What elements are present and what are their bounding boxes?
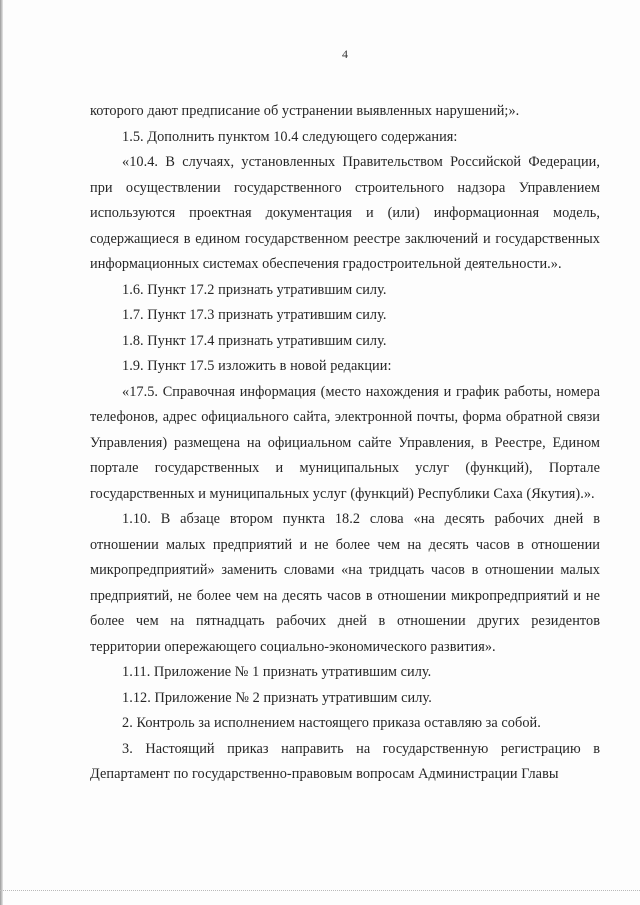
- scan-bottom-edge: [0, 890, 640, 892]
- paragraph-continuation: которого дают предписание об устранении выявленных нарушений;».: [90, 103, 520, 119]
- paragraph-item-1-10: 1.10. В абзаце втором пункта 18.2 слова «на десять рабочих дней в отношении малых предприятий и не более чем на десять часов в отношении микропредприятий» заменить словами «на тридцать часов в отношении малых предприятий, не более чем на десять часов в отношении микропредприятий и не более чем на пятнадцать рабочих дней в отношении других резидентов территории опережающего социально-экономического развития».: [90, 511, 600, 655]
- paragraph-item-3: 3. Настоящий приказ направить на государственную регистрацию в Департамент по государственно-правовым вопросам Администрации Главы: [90, 740, 600, 782]
- paragraph-item-1-7: 1.7. Пункт 17.3 признать утратившим силу.: [122, 307, 387, 323]
- paragraph-quote-17-5: «17.5. Справочная информация (место нахождения и график работы, номера телефонов, адрес официального сайта, электронной почты, форма обратной связи Управления) размещена на официальном сайте Управления, в Реестре, Едином портале государственных и муниципальных услуг (функций), Портале государственных и муниципальных услуг (функций) Республики Саха (Якутия).».: [90, 383, 600, 502]
- paragraph-item-1-8: 1.8. Пункт 17.4 признать утратившим силу.: [122, 332, 387, 349]
- paragraph-item-1-9: 1.9. Пункт 17.5 изложить в новой редакции:: [122, 358, 392, 374]
- page-number: 4: [342, 47, 348, 61]
- paragraph-item-1-6: 1.6. Пункт 17.2 признать утратившим силу.: [122, 281, 387, 298]
- paragraph-quote-10-4: «10.4. В случаях, установленных Правительством Российской Федерации, при осуществлении государственного строительного надзора Управлением используются проектная документация и (или) информационная модель, содержащиеся в едином государственном реестре заключений и государственных информационных системах обеспечения градостроительной деятельности.».: [90, 154, 600, 272]
- document-body: [90, 99, 600, 788]
- paragraph-item-1-5: 1.5. Дополнить пунктом 10.4 следующего содержания:: [122, 128, 458, 145]
- paragraph-item-2: 2. Контроль за исполнением настоящего приказа оставляю за собой.: [122, 715, 541, 731]
- scan-edge-shadow: [0, 0, 3, 905]
- paragraph-item-1-12: 1.12. Приложение № 2 признать утратившим силу.: [122, 689, 432, 706]
- paragraph-item-1-11: 1.11. Приложение № 1 признать утратившим силу.: [122, 664, 432, 680]
